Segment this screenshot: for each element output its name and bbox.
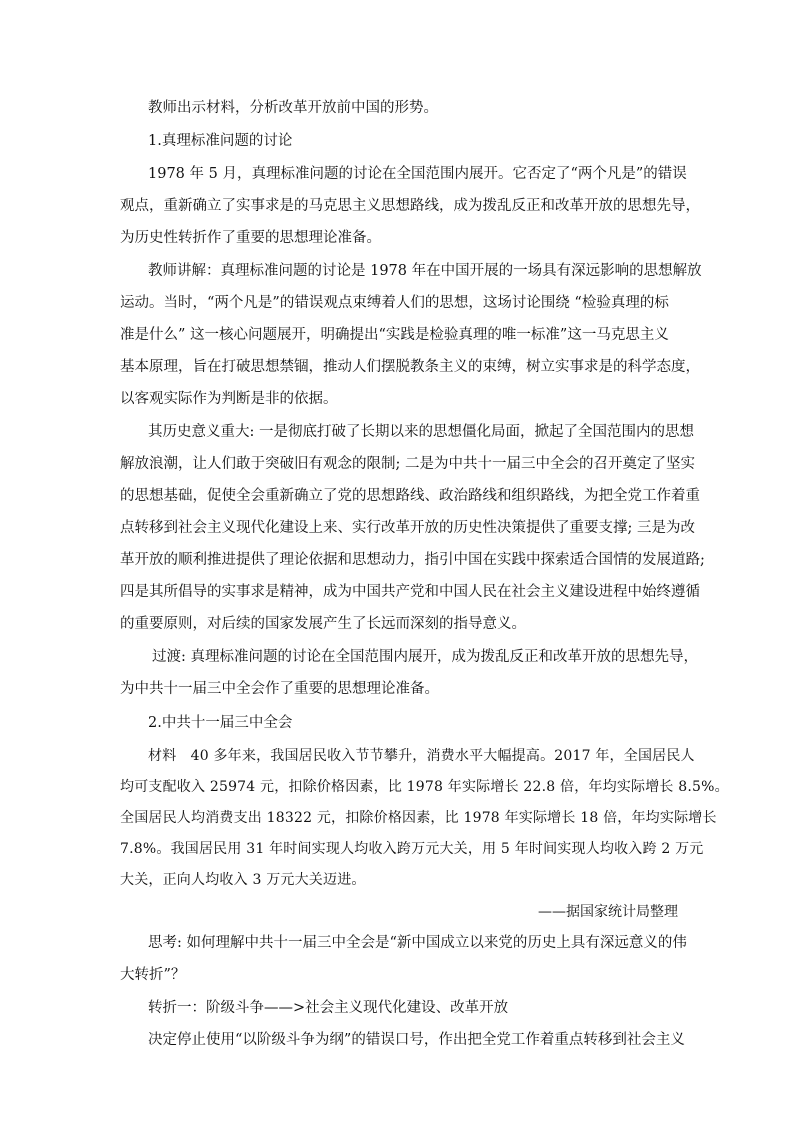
question-line: 思考: 如何理解中共十一届三中全会是“新中国成立以来党的历史上具有深远意义的伟 bbox=[148, 935, 687, 951]
transition-line: 为中共十一届三中全会作了重要的思想理论准备。 bbox=[120, 681, 439, 697]
paragraph-line: 决定停止使用“以阶级斗争为纲”的错误口号，作出把全党工作着重点转移到社会主义 bbox=[148, 1032, 685, 1048]
material-line: 均可支配收入 25974 元，扣除价格因素，比 1978 年实际增长 22.8 倍，年均实际增长 8.5%。 bbox=[120, 779, 729, 795]
paragraph-line: 的重要原则，对后续的国家发展产生了长远而深刻的指导意义。 bbox=[120, 616, 526, 632]
paragraph-line: 革开放的顺利推进提供了理论依据和思想动力，指引中国在实践中探索适合国情的发展道路; bbox=[120, 552, 705, 568]
paragraph-line: 1978 年 5 月，真理标准问题的讨论在全国范围内展开。它否定了“两个凡是”的错误 bbox=[148, 166, 687, 182]
paragraph-line: 的思想基础，促使全会重新确立了党的思想路线、政治路线和组织路线，为把全党工作着重 bbox=[120, 488, 700, 504]
paragraph-line: 准是什么” 这一核心问题展开，明确提出“实践是检验真理的唯一标准”这一马克思主义 bbox=[120, 327, 669, 343]
material-line: 全国居民人均消费支出 18322 元，扣除价格因素，比 1978 年实际增长 18 倍，年均实际增长 bbox=[120, 810, 717, 826]
material-line: 7.8%。我国居民用 31 年时间实现人均收入跨万元大关，用 5 年时间实现人均收入跨 2 万元 bbox=[120, 841, 704, 857]
paragraph-line: 运动。当时，“两个凡是”的错误观点束缚着人们的思想，这场讨论围绕 “检验真理的标 bbox=[120, 295, 669, 311]
paragraph-line: 为历史性转折作了重要的思想理论准备。 bbox=[120, 230, 381, 246]
section-heading-2: 2.中共十一届三中全会 bbox=[148, 715, 293, 731]
material-line: 大关，正向人均收入 3 万元大关迈进。 bbox=[120, 872, 366, 888]
paragraph-line: 四是其所倡导的实事求是精神，成为中国共产党和中国人民在社会主义建设进程中始终遵循 bbox=[120, 584, 700, 600]
question-line: 大转折”？ bbox=[120, 967, 186, 983]
paragraph-line: 观点，重新确立了实事求是的马克思主义思想路线，成为拨乱反正和改革开放的思想先导， bbox=[120, 198, 700, 214]
paragraph-line: 基本原理，旨在打破思想禁锢，推动人们摆脱教条主义的束缚，树立实事求是的科学态度， bbox=[120, 359, 700, 375]
source-attribution: ——据国家统计局整理 bbox=[538, 904, 678, 920]
transition-line: 过渡: 真理标准问题的讨论在全国范围内展开，成为拨乱反正和改革开放的思想先导， bbox=[152, 649, 698, 665]
paragraph-line: 以客观实际作为判断是非的依据。 bbox=[120, 391, 338, 407]
material-line: 材料 40 多年来，我国居民收入节节攀升，消费水平大幅提高。2017 年，全国居民人 bbox=[148, 748, 695, 764]
paragraph-line: 点转移到社会主义现代化建设上来、实行改革开放的历史性决策提供了重要支撑; 三是为改 bbox=[120, 520, 695, 536]
section-heading-1: 1.真理标准问题的讨论 bbox=[148, 133, 293, 149]
intro-line: 教师出示材料，分析改革开放前中国的形势。 bbox=[148, 100, 438, 116]
paragraph-line: 其历史意义重大: 一是彻底打破了长期以来的思想僵化局面，掀起了全国范围内的思想 bbox=[148, 424, 694, 440]
paragraph-line: 解放浪潮，让人们敢于突破旧有观念的限制; 二是为中共十一届三中全会的召开奠定了坚实 bbox=[120, 456, 695, 472]
paragraph-line: 教师讲解：真理标准问题的讨论是 1978 年在中国开展的一场具有深远影响的思想解放 bbox=[148, 263, 702, 279]
turning-point-line: 转折一：阶级斗争——>社会主义现代化建设、改革开放 bbox=[148, 1000, 509, 1016]
